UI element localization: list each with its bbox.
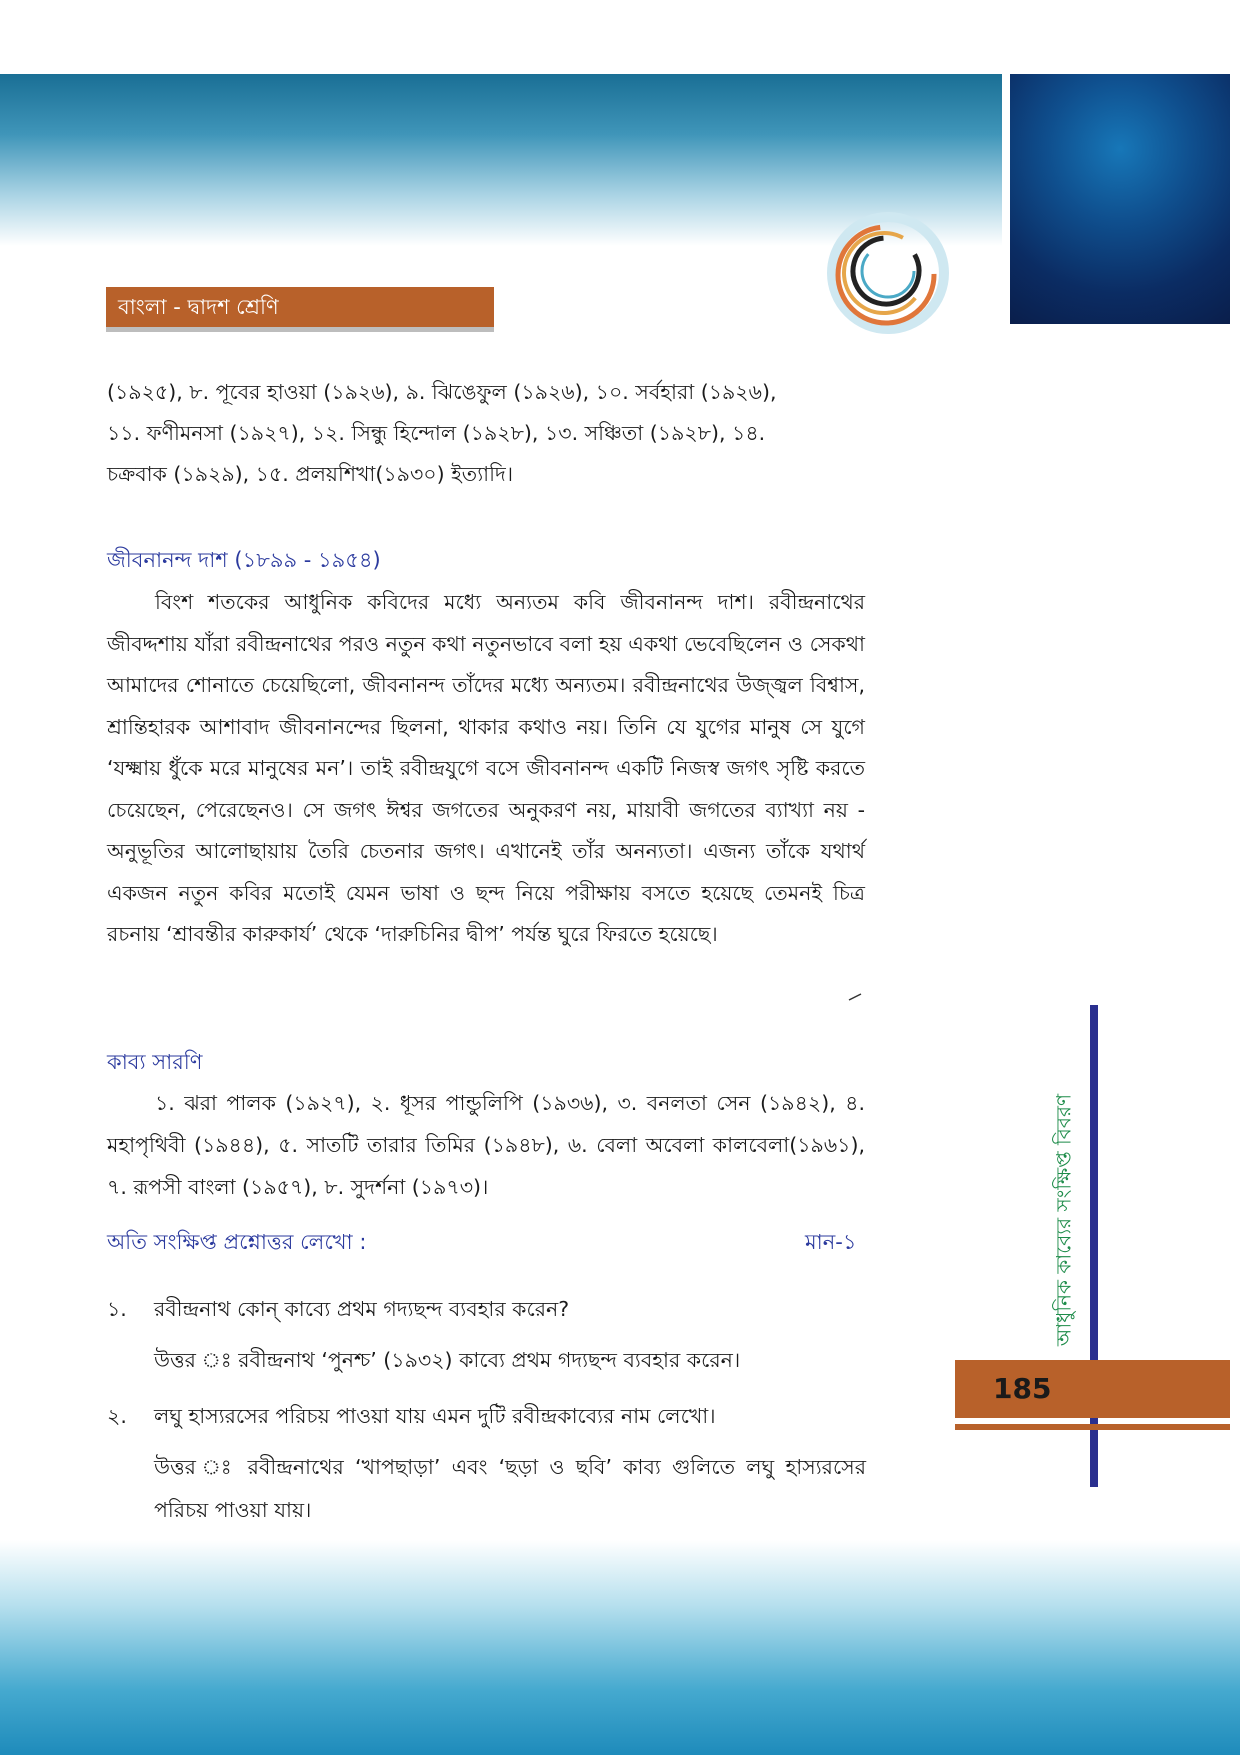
- poet-paragraph: বিংশ শতকের আধুনিক কবিদের মধ্যে অন্যতম কবি জীবনানন্দ দাশ। রবীন্দ্রনাথের জীবদ্দশায় যাঁরা রবীন্দ্রনাথের পরও নতুন কথা নতুনভাবে বলা হয় একথা ভেবেছিলেন ও সেকথা আমাদের শোনাতে চেয়েছিলো, জীবনানন্দ তাঁদের মধ্যে অন্যতম। রবীন্দ্রনাথের উজ্জ্বল বিশ্বাস, শ্রান্তিহারক আশাবাদ জীবনানন্দের ছিলনা, থাকার কথাও নয়। তিনি যে যুগের মানুষ সে যুগে ‘যক্ষ্মায় ধুঁকে মরে মানুষের মন’। তাই রবীন্দ্রযুগে বসে জীবনানন্দ একটি নিজস্ব জগৎ সৃষ্টি করতে চেয়েছেন, পেরেছেনও। সে জগৎ ঈশ্বর জগতের অনুকরণ নয়, মায়াবী জগতের ব্যাখ্যা নয় - অনুভূতির আলোছায়ায় তৈরি চেতনার জগৎ। এখানেই তাঁর অনন্যতা। এজন্য তাঁকে যথার্থ একজন নতুন কবির মতোই যেমন ভাষা ও ছন্দ নিয়ে পরীক্ষায় বসতে হয়েছে তেমনই চিত্র রচনায় ‘শ্রাবন্তীর কারুকার্য’ থেকে ‘দারুচিনির দ্বীপ’ পর্যন্ত ঘুরে ফিরতে হয়েছে।: [107, 590, 865, 946]
- question-text: লঘু হাস্যরসের পরিচয় পাওয়া যায় এমন দুটি রবীন্দ্রকাব্যের নাম লেখো।: [154, 1404, 716, 1428]
- question-number: ১.: [107, 1297, 127, 1321]
- book-title-tab: বাংলা - দ্বাদশ শ্রেণি: [106, 287, 494, 327]
- works-paragraph-block: [107, 1082, 865, 1208]
- chapter-title: আধুনিক কাব্যের সংক্ষিপ্ত বিবরণ: [1051, 1093, 1076, 1347]
- intro-line: চক্রবাক (১৯২৯), ১৫. প্রলয়শিখা(১৯৩০) ইত্যাদি।: [107, 462, 514, 486]
- qa-heading: অতি সংক্ষিপ্ত প্রশ্নোত্তর লেখো :: [107, 1230, 367, 1254]
- poet-paragraph-block: [107, 582, 865, 956]
- marks-label: মান-১: [805, 1230, 857, 1254]
- works-paragraph: ১. ঝরা পালক (১৯২৭), ২. ধূসর পান্ডুলিপি (১৯৩৬), ৩. বনলতা সেন (১৯৪২), ৪. মহাপৃথিবী (১৯৪৪), ৫. সাতটি তারার তিমির (১৯৪৮), ৬. বেলা অবেলা কালবেলা(১৯৬১), ৭. রূপসী বাংলা (১৯৫৭), ৮. সুদর্শনা (১৯৭৩)।: [107, 1091, 865, 1199]
- question-row: [107, 1396, 867, 1437]
- question-number: ২.: [107, 1404, 127, 1428]
- answer-text: উত্তর ঃ রবীন্দ্রনাথ ‘পুনশ্চ’ (১৯৩২) কাব্যে প্রথম গদ্যছন্দ ব্যবহার করেন।: [154, 1348, 741, 1372]
- question-row: [107, 1289, 867, 1330]
- tick-mark-icon: [848, 993, 862, 1001]
- intro-line: (১৯২৫), ৮. পূবের হাওয়া (১৯২৬), ৯. ঝিঙেফুল (১৯২৬), ১০. সর্বহারা (১৯২৬),: [107, 380, 777, 404]
- page-number-underline: [955, 1424, 1230, 1430]
- intro-text: [107, 372, 865, 495]
- corner-decoration: [1010, 74, 1230, 324]
- question-text: রবীন্দ্রনাথ কোন্ কাব্যে প্রথম গদ্যছন্দ ব্যবহার করেন?: [154, 1297, 570, 1321]
- bottom-banner: [0, 1540, 1240, 1755]
- chapter-side-label: [1046, 1090, 1086, 1350]
- poet-heading: জীবনানন্দ দাশ (১৮৯৯ - ১৯৫৪): [107, 548, 381, 572]
- answer-text: উত্তর ঃ রবীন্দ্রনাথের ‘খাপছাড়া’ এবং ‘ছড়া ও ছবি’ কাব্য গুলিতে লঘু হাস্যরসের পরিচয় পাওয়া যায়।: [154, 1455, 866, 1522]
- page-number: 185: [955, 1360, 1230, 1418]
- circle-logo-icon: [810, 205, 960, 345]
- works-heading: কাব্য সারণি: [107, 1050, 203, 1074]
- intro-line: ১১. ফণীমনসা (১৯২৭), ১২. সিন্ধু হিন্দোল (১৯২৮), ১৩. সঞ্চিতা (১৯২৮), ১৪.: [107, 421, 766, 445]
